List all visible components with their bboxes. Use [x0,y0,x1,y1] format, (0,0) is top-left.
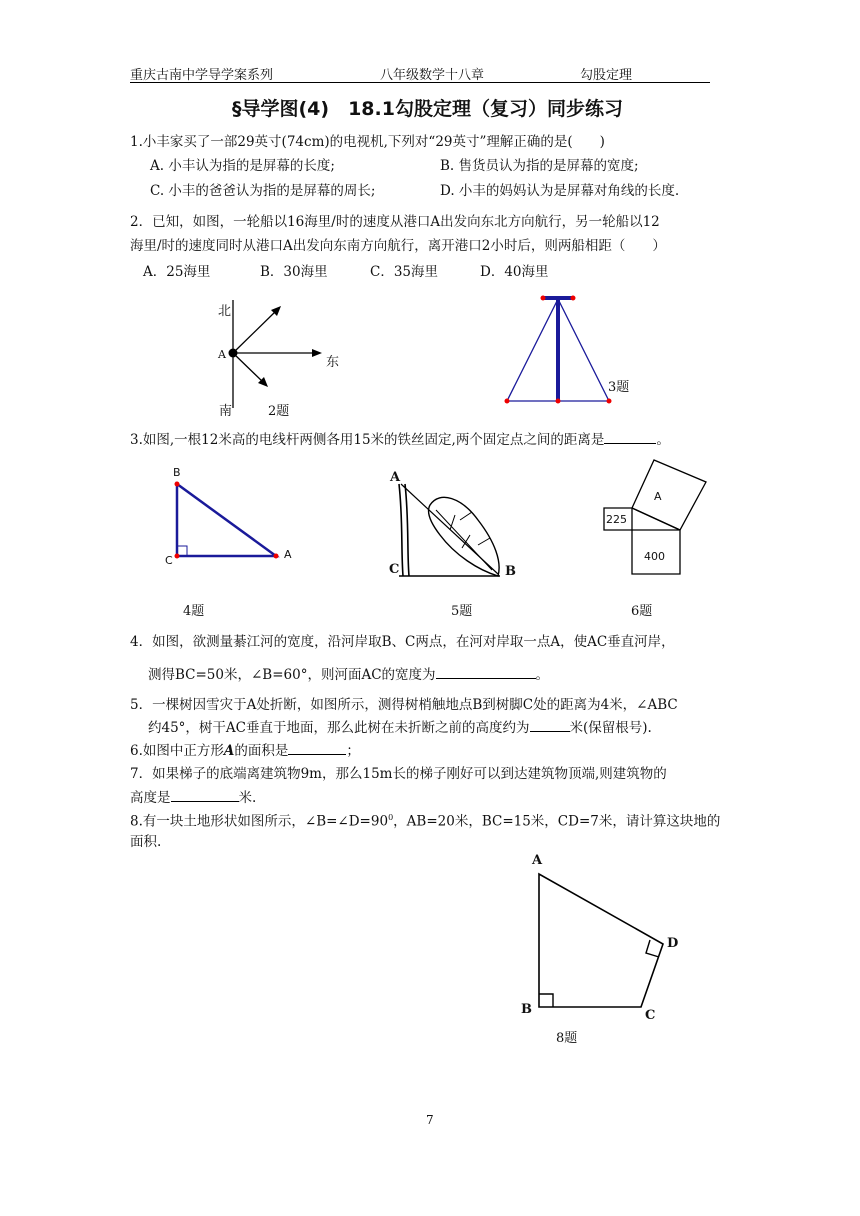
fig4-c-label: C [165,554,173,567]
fig6-225-label: 225 [606,513,627,526]
fig6-caption: 6题 [631,604,653,619]
fig5-caption: 5题 [451,604,473,619]
fig2-south-label: 南 [219,404,233,419]
header-grade: 八年级数学十八章 [380,68,485,83]
q6-end: ； [346,743,360,759]
fig2-east-label: 东 [326,355,340,370]
q2-option-d: D．40海里 [480,264,549,280]
q7-unit: 米. [238,790,257,806]
fig2-point-a-label: A [218,348,226,361]
fig2-caption: 2题 [268,404,290,419]
fig6-a-label: A [654,490,662,503]
q3-question: 3.如图,一根12米高的电线杆两侧各用15米的铁丝固定,两个固定点之间的距离是 [130,432,605,448]
q1-option-d: D. 小丰的妈妈认为是屏幕对角线的长度. [440,183,680,199]
fig8-c-label: C [645,1008,656,1023]
q1-option-b: B. 售货员认为指的是屏幕的宽度; [440,158,639,174]
fig8-a-label: A [532,853,543,868]
q7-line1: 7．如果梯子的底端离建筑物9m，那么15m长的梯子刚好可以到达建筑物顶端,则建筑物的 [130,766,667,782]
q8-line2: 面积. [130,834,162,850]
fig8-b-label: B [521,1002,532,1017]
q5-question: 约45°，树干AC垂直于地面，那么此树在未折断之前的高度约为 [148,720,530,736]
q2-option-a: A．25海里 [143,264,211,280]
q2-line2: 海里/时的速度同时从港口A出发向东南方向航行，离开港口2小时后，则两船相距（ ） [130,238,666,254]
q4-line1: 4．如图，欲测量綦江河的宽度，沿河岸取B、C两点，在河对岸取一点A，使AC垂直河岸， [130,634,675,650]
fig5-a-label: A [390,470,401,485]
q8-question-a: 8.有一块土地形状如图所示，∠B=∠D=90 [130,813,389,830]
q2-option-b: B．30海里 [260,264,328,280]
q8-degree-sup: 0 [388,813,394,822]
fig5-c-label: C [389,562,400,577]
q2-option-c: C．35海里 [370,264,439,280]
q6-question-b: 的面积是 [234,743,289,759]
quadrilateral-abcd [539,874,663,1007]
fig4-a-label: A [284,548,292,561]
fig8-caption: 8题 [556,1031,578,1046]
q7-question: 高度是 [130,790,171,806]
fig2-north-label: 北 [218,304,232,319]
q5-unit: 米(保留根号). [569,720,652,736]
fig4-b-label: B [173,466,181,479]
fig5-b-label: B [505,564,516,579]
right-angle-d [646,940,659,957]
q4-end: 。 [535,667,550,683]
fig3-caption: 3题 [608,380,630,395]
right-angle-b [539,994,553,1007]
fig6-400-label: 400 [644,550,665,563]
fig4-caption: 4题 [183,604,205,619]
q5-line1: 5．一棵树因雪灾于A处折断，如图所示，测得树梢触地点B到树脚C处的距离为4米，∠ABC [130,697,678,713]
header-topic: 勾股定理 [580,68,633,83]
q6-square-var: A [223,743,235,759]
q6-question-a: 6.如图中正方形 [130,743,224,759]
q1-text: 1.小丰家买了一部29英寸(74cm)的电视机,下列对“29英寸”理解正确的是( ) [130,134,605,150]
fig8-d-label: D [667,936,679,951]
q4-question: 测得BC=50米，∠B=60°，则河面AC的宽度为 [148,667,436,683]
q2-line1: 2．已知，如图，一轮船以16海里/时的速度从港口A出发向东北方向航行，另一轮船以12 [130,214,660,230]
q1-option-a: A. 小丰认为指的是屏幕的长度; [150,158,335,174]
q3-end: 。 [656,432,670,448]
q1-option-c: C. 小丰的爸爸认为指的是屏幕的周长; [150,183,376,199]
page-title: §导学图(4) 18.1勾股定理（复习）同步练习 [232,98,623,120]
page-number: 7 [426,1113,434,1127]
q8-question-b: ，AB=20米，BC=15米，CD=7米，请计算这块地的 [393,813,721,830]
header-series: 重庆古南中学导学案系列 [130,68,274,83]
